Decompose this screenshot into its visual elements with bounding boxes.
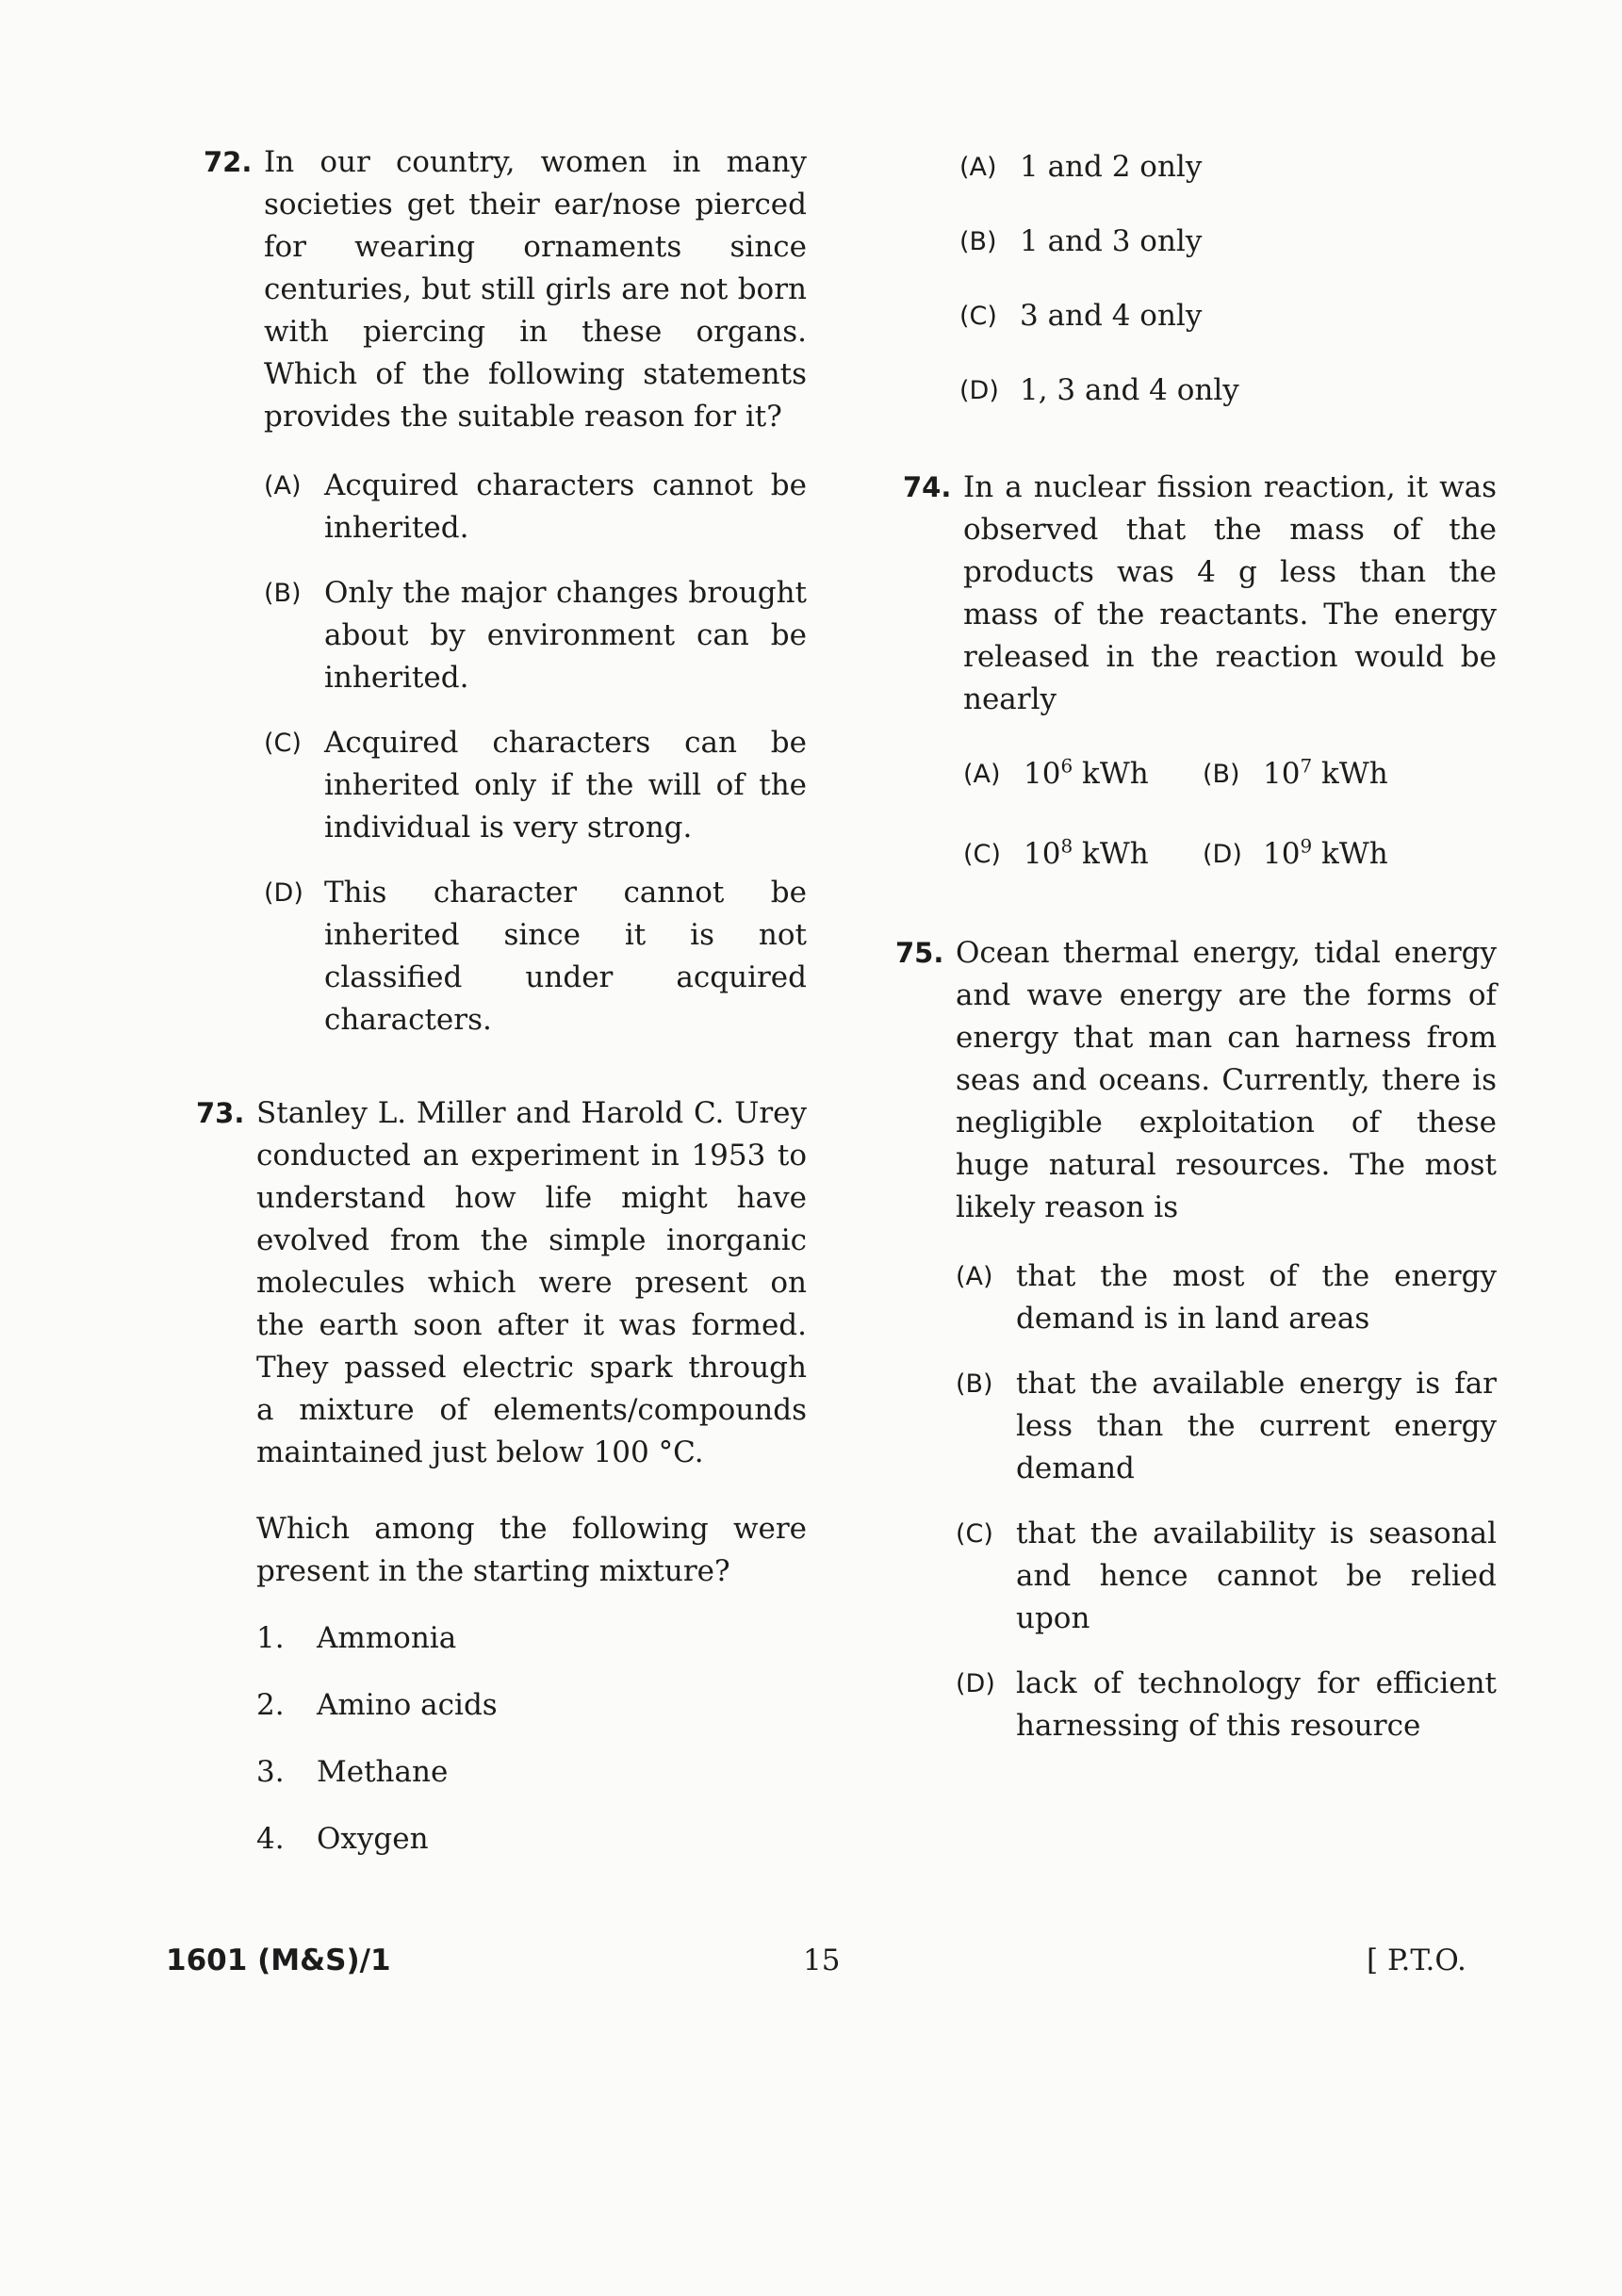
option-exponent: 9 (1300, 834, 1313, 858)
option-text: Only the major changes brought about by environment can be inherited. (324, 576, 807, 695)
option-label: (C) (963, 840, 1001, 869)
option-c (956, 1513, 1497, 1640)
options-row (963, 753, 1497, 795)
option-a (956, 1255, 1497, 1340)
option-label: (A) (264, 471, 302, 500)
option-unit: kWh (1321, 837, 1388, 871)
question-72 (204, 141, 807, 1041)
option-base: 10 (1024, 837, 1061, 871)
option-label: (A) (963, 760, 1001, 789)
option-d (1203, 833, 1433, 876)
statement-label: 4. (256, 1822, 285, 1856)
option-a (264, 465, 807, 549)
question-number: 72. (204, 146, 253, 178)
options-grid (963, 753, 1497, 876)
option-unit: kWh (1082, 757, 1149, 791)
option-text: that the availability is seasonal and hence cannot be relied upon (1016, 1517, 1497, 1635)
options-list (956, 1255, 1497, 1747)
option-text: 1 and 2 only (1020, 150, 1203, 184)
option-a (963, 753, 1193, 795)
option-a (959, 146, 1497, 189)
statement-text: Amino acids (317, 1688, 498, 1722)
option-text: 3 and 4 only (1020, 299, 1203, 333)
option-text: lack of technology for efficient harnessing of this resource (1016, 1666, 1497, 1743)
question-text: In a nuclear fission reaction, it was observed that the mass of the products was 4 g less than the mass of the reactants. The energy released in the reaction would be nearly (963, 470, 1497, 716)
options-list (264, 465, 807, 1041)
option-text: Acquired characters cannot be inherited. (324, 468, 807, 545)
option-exponent: 8 (1060, 834, 1073, 858)
option-text: Acquired characters can be inherited only if the will of the individual is very strong. (324, 726, 807, 845)
question-number: 74. (903, 471, 952, 503)
option-exponent: 6 (1060, 754, 1073, 778)
statement-text: Ammonia (317, 1621, 457, 1655)
option-label: (A) (959, 153, 997, 182)
option-label: (A) (956, 1262, 993, 1291)
option-c (959, 295, 1497, 337)
statement-text: Methane (317, 1755, 449, 1789)
q73-options (903, 146, 1497, 412)
statement-3 (256, 1751, 807, 1794)
option-text: 1 and 3 only (1020, 224, 1203, 258)
question-number: 75. (895, 937, 944, 969)
option-b (1203, 753, 1433, 795)
question-text: Ocean thermal energy, tidal energy and wave energy are the forms of energy that man can harness from seas and oceans. Currently, there is negligible exploitation of these huge natural resources. The most likely reason is (956, 936, 1497, 1224)
option-label: (C) (959, 302, 997, 331)
option-d (956, 1663, 1497, 1747)
option-label: (B) (959, 227, 997, 256)
option-label: (B) (264, 579, 302, 608)
question-text: In our country, women in many societies get their ear/nose pierced for wearing ornaments since centuries, but still girls are not born with piercing in these organs. Which of the following statements provides the suitable reason for it? (264, 145, 807, 434)
statements-list (256, 1617, 807, 1861)
option-d (959, 369, 1497, 412)
option-b (959, 221, 1497, 263)
question-text: Stanley L. Miller and Harold C. Urey conducted an experiment in 1953 to understand how life might have evolved from the simple inorganic molecules which were present on the earth soon after it was formed. They passed electric spark through a mixture of elements/compounds maintained just below 100 °C. (256, 1096, 807, 1469)
option-label: (C) (956, 1519, 993, 1549)
page-number: 15 (803, 1943, 841, 1977)
question-73 (196, 1092, 807, 1861)
option-label: (B) (956, 1369, 993, 1399)
statement-4 (256, 1818, 807, 1861)
option-label: (D) (264, 878, 303, 908)
pto-label: [ P.T.O. (1367, 1943, 1466, 1977)
option-b (264, 572, 807, 699)
option-label: (D) (1203, 840, 1242, 869)
option-d (264, 872, 807, 1041)
question-75 (895, 932, 1497, 1747)
option-label: (D) (959, 376, 999, 405)
option-label: (B) (1203, 760, 1240, 789)
option-text: that the most of the energy demand is in land areas (1016, 1259, 1497, 1336)
question-74 (903, 467, 1497, 876)
option-unit: kWh (1082, 837, 1149, 871)
statement-text: Oxygen (317, 1822, 429, 1856)
option-unit: kWh (1321, 757, 1388, 791)
statement-label: 1. (256, 1621, 285, 1655)
statement-2 (256, 1684, 807, 1727)
statement-label: 3. (256, 1755, 285, 1789)
option-b (956, 1363, 1497, 1490)
option-base: 10 (1263, 757, 1301, 791)
option-text: 1, 3 and 4 only (1020, 373, 1239, 407)
option-c (963, 833, 1193, 876)
left-column (196, 141, 807, 1885)
option-c (264, 722, 807, 849)
option-label: (D) (956, 1669, 995, 1698)
statement-1 (256, 1617, 807, 1660)
option-base: 10 (1024, 757, 1061, 791)
options-row (963, 833, 1497, 876)
question-prompt: Which among the following were present in the starting mixture? (256, 1512, 807, 1588)
option-label: (C) (264, 729, 302, 758)
option-text: that the available energy is far less than the current energy demand (1016, 1367, 1497, 1485)
question-number: 73. (196, 1097, 245, 1129)
option-text: This character cannot be inherited since it is not classified under acquired characters. (324, 876, 807, 1037)
option-base: 10 (1263, 837, 1301, 871)
option-exponent: 7 (1300, 754, 1313, 778)
paper-code: 1601 (M&S)/1 (166, 1943, 391, 1977)
right-column (895, 146, 1497, 1770)
statement-label: 2. (256, 1688, 285, 1722)
